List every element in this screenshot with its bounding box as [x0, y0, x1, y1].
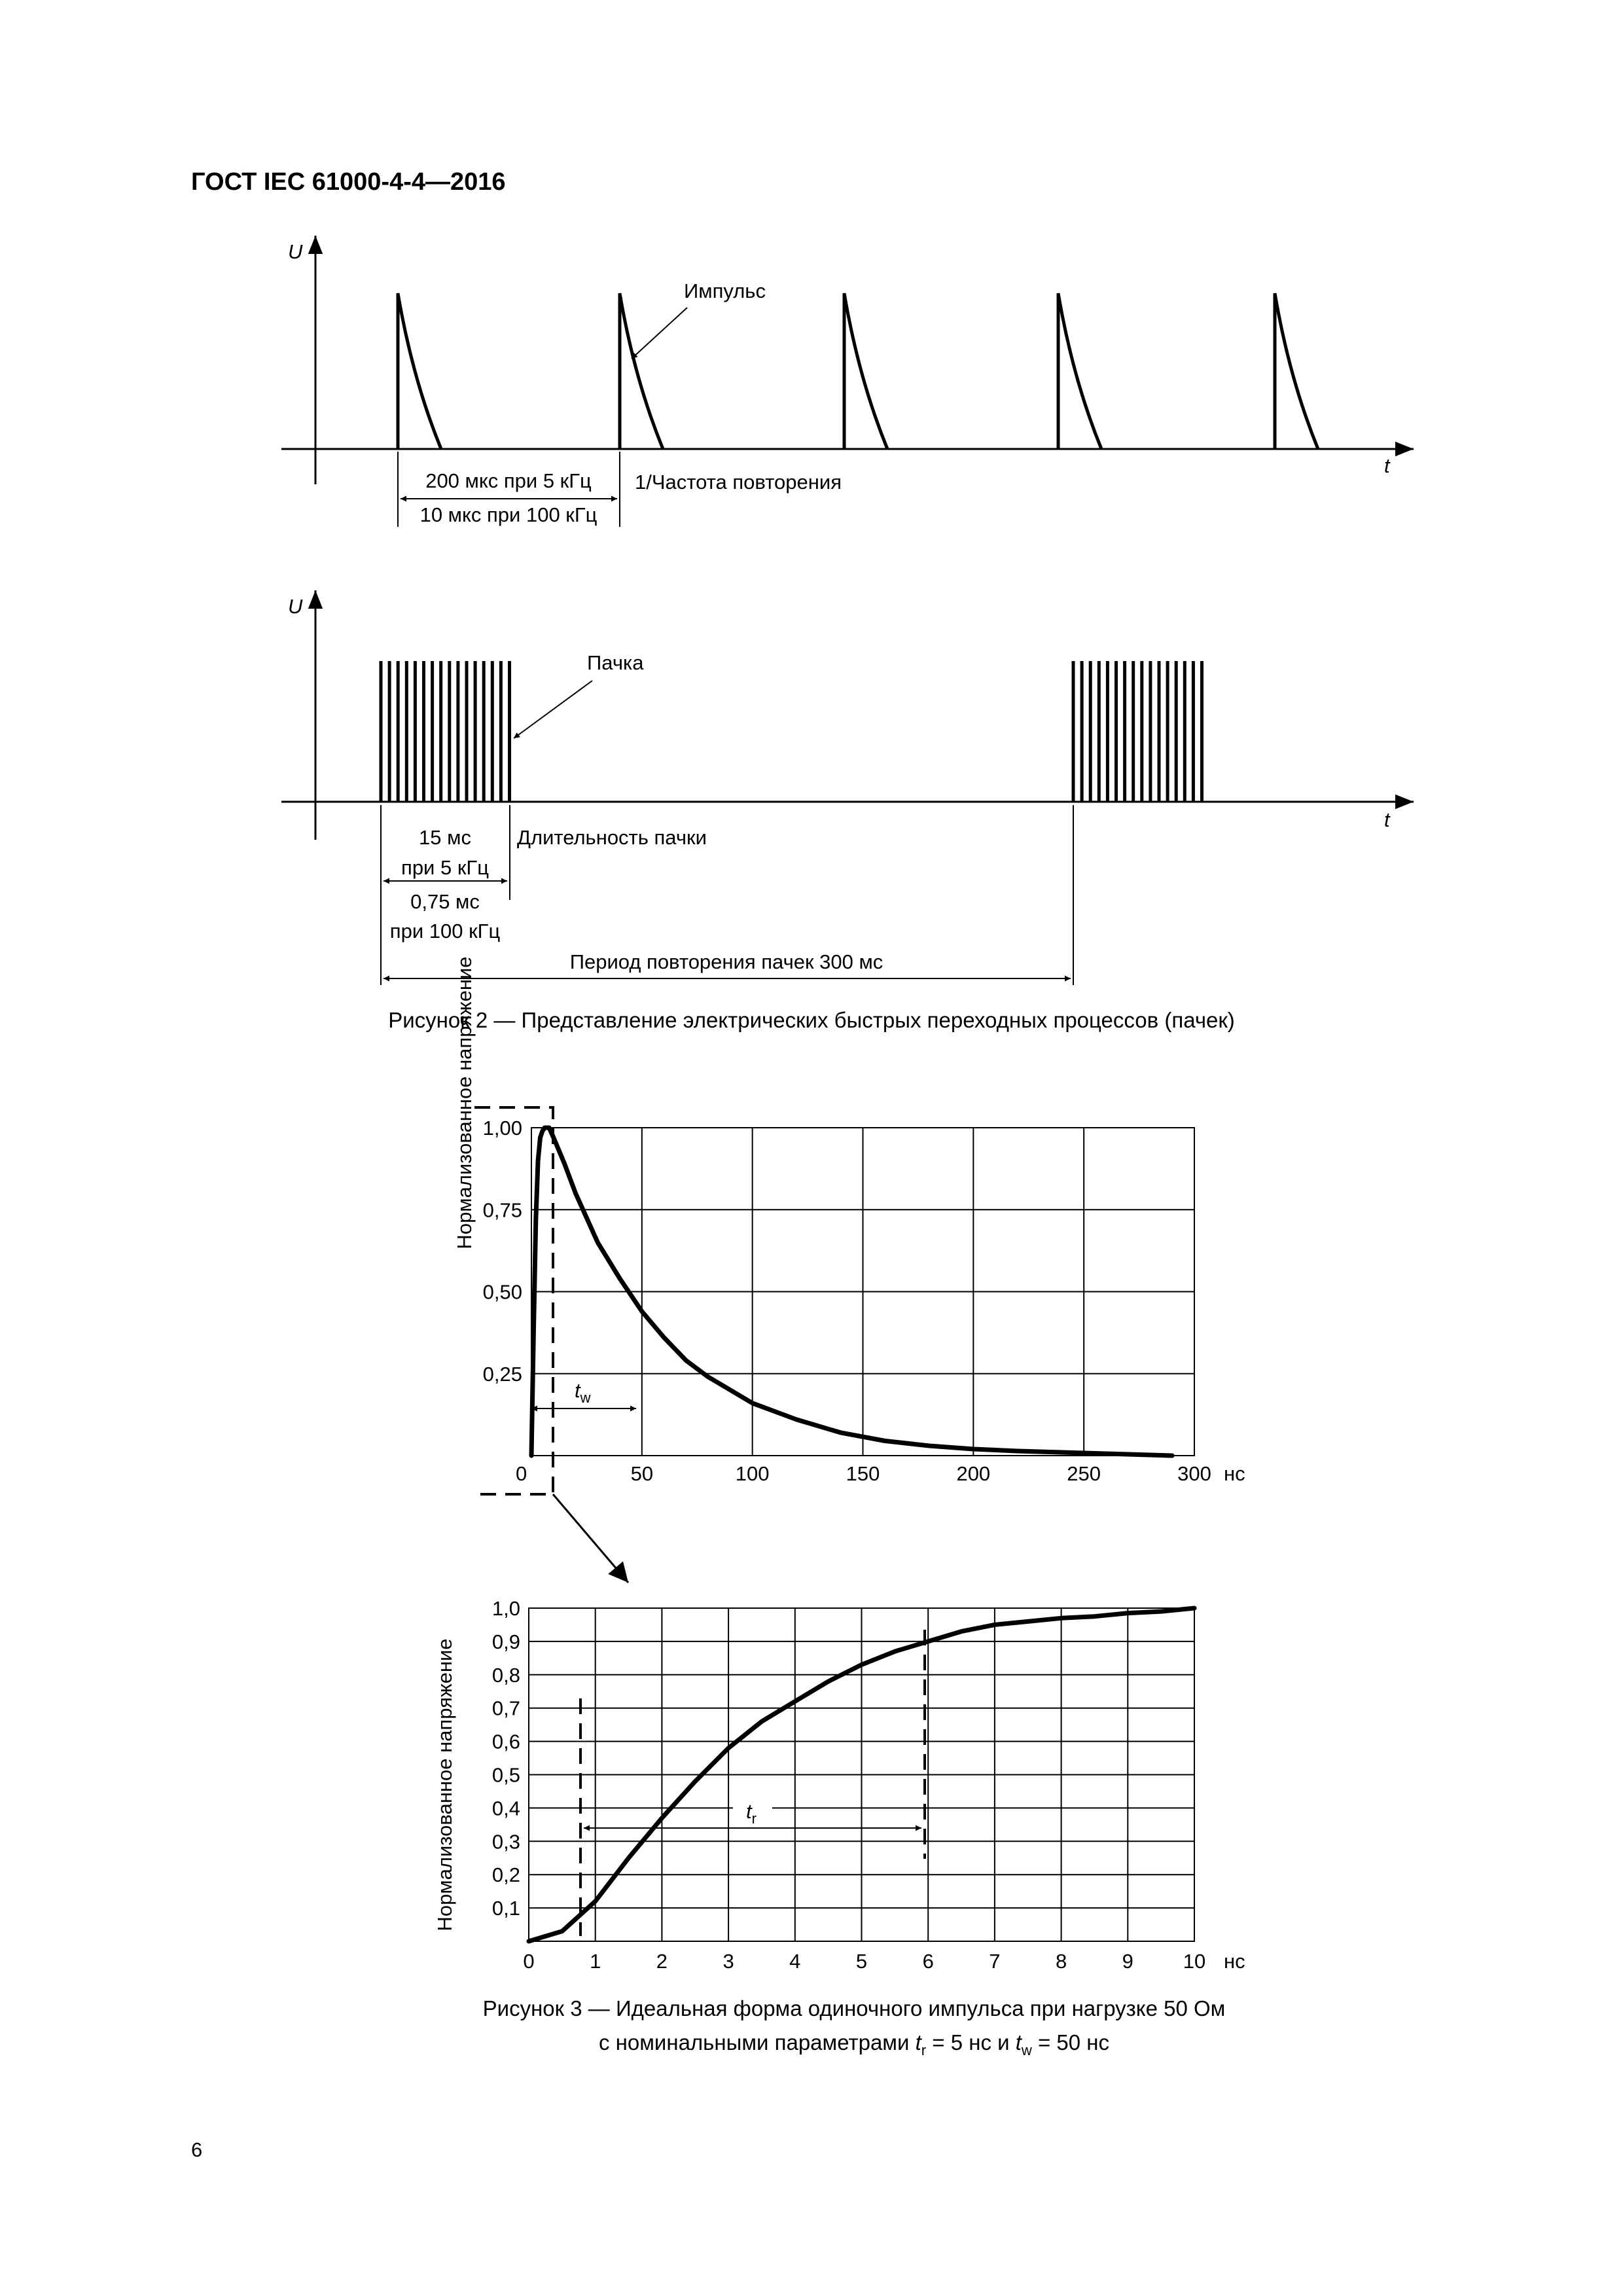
chart2-y-tick-label: 0,6: [491, 1730, 520, 1753]
chart1-y-tick-label: 1,00: [482, 1117, 522, 1139]
chart1-x-tick-label: 100: [735, 1462, 770, 1485]
chart2-x-tick-label: 2: [656, 1950, 668, 1973]
figure3-caption-line1: Рисунок 3 — Идеальная форма одиночного импульса при нагрузке 50 Ом: [482, 1996, 1226, 2020]
pulse-label: Импульс: [684, 279, 766, 302]
period-100khz-label: 10 мкс при 100 кГц: [419, 503, 597, 526]
repetition-label: 1/Частота повторения: [635, 471, 842, 493]
top-x-label: t: [1384, 454, 1390, 477]
chart2-x-tick-label: 10: [1183, 1950, 1206, 1973]
pulse-2: [620, 293, 663, 449]
burst-period-label: Период повторения пачек 300 мс: [569, 950, 883, 973]
chart2-x-tick-label: 3: [722, 1950, 734, 1973]
figure3-chart-zoom: [433, 1597, 1245, 1973]
burst-2: [1073, 661, 1202, 802]
chart2-x-tick-label: 1: [590, 1950, 601, 1973]
chart2-x-tick-label: 7: [989, 1950, 1001, 1973]
duration-100khz-line1: 0,75 мс: [410, 890, 480, 913]
chart2-x-tick-label: 9: [1122, 1950, 1133, 1973]
figure2-caption: Рисунок 2 — Представление электрических быстрых переходных процессов (пачек): [388, 1008, 1235, 1032]
burst-1: [381, 661, 510, 802]
duration-100khz-line2: при 100 кГц: [389, 920, 501, 942]
figure2-top-diagram: [281, 236, 1414, 527]
chart2-y-tick-label: 0,2: [491, 1863, 520, 1887]
chart1-x-ticks: [631, 1462, 1211, 1485]
chart2-x-ticks: [523, 1950, 1205, 1973]
zoom-arrow: [553, 1494, 628, 1583]
tr-label: $t_r$: [746, 1800, 757, 1827]
figure3-caption-line2: с номинальными параметрами $t_r = 5$ нс и $t_w = 50$ нс: [598, 2030, 1110, 2058]
tw-label: $t_w$: [575, 1379, 591, 1406]
burst-duration-label: Длительность пачки: [517, 826, 707, 849]
chart2-y-tick-label: 0,5: [491, 1763, 520, 1787]
chart1-x-unit: нс: [1224, 1462, 1245, 1485]
chart2-x-tick-label: 4: [789, 1950, 801, 1973]
chart1-x-tick-label: 200: [956, 1462, 991, 1485]
chart2-x-tick-label: 8: [1055, 1950, 1067, 1973]
chart1-x-tick-label: 150: [846, 1462, 880, 1485]
chart2-y-ticks: [492, 1597, 520, 1920]
chart1-origin-label: 0: [516, 1462, 527, 1485]
chart1-y-tick-label: 0,50: [482, 1280, 522, 1304]
pulse-3: [844, 293, 887, 449]
pulse-train: [398, 293, 1318, 449]
pulse-4: [1058, 293, 1101, 449]
period-5khz-label: 200 мкс при 5 кГц: [425, 469, 592, 492]
chart2-y-tick-label: 0,8: [491, 1663, 520, 1687]
chart2-x-tick-label: 6: [922, 1950, 934, 1973]
chart2-y-axis-label: Нормализованное напряжение: [433, 1638, 456, 1931]
chart2-x-tick-label: 5: [855, 1950, 868, 1973]
chart1-y-axis-label: Нормализованное напряжение: [453, 956, 476, 1249]
pulse-1: [398, 293, 441, 449]
chart2-y-tick-label: 0,9: [491, 1630, 520, 1653]
figure3-chart-full: [453, 956, 1245, 1583]
burst-leader-arrow: [514, 681, 592, 738]
document-header: ГОСТ IEC 61000-4-4—2016: [191, 168, 506, 196]
chart2-x-unit: нс: [1224, 1950, 1245, 1973]
burst-label: Пачка: [587, 651, 644, 674]
chart1-y-tick-label: 0,25: [482, 1362, 522, 1386]
chart1-y-ticks: [483, 1117, 522, 1386]
chart2-y-tick-label: 1,0: [491, 1597, 520, 1620]
chart2-y-tick-label: 0,1: [491, 1897, 520, 1920]
duration-5khz-line1: 15 мс: [419, 826, 471, 849]
chart2-y-tick-label: 0,3: [491, 1830, 520, 1854]
pulse-5: [1275, 293, 1318, 449]
top-y-label: U: [288, 240, 303, 263]
chart2-y-tick-label: 0,7: [491, 1696, 520, 1720]
figure2-bottom-diagram: [281, 590, 1414, 985]
bottom-y-label: U: [288, 595, 303, 618]
page-number: 6: [191, 2138, 203, 2161]
chart1-x-tick-label: 300: [1177, 1462, 1211, 1485]
chart2-y-tick-label: 0,4: [491, 1797, 520, 1820]
chart2-grid: [529, 1608, 1194, 1941]
duration-5khz-line2: при 5 кГц: [401, 856, 489, 879]
chart1-x-tick-label: 50: [630, 1462, 654, 1485]
chart2-x-tick-label: 0: [523, 1950, 535, 1973]
bottom-x-label: t: [1384, 808, 1390, 831]
pulse-leader-arrow: [632, 308, 687, 359]
chart1-x-tick-label: 250: [1067, 1462, 1101, 1485]
chart1-y-tick-label: 0,75: [482, 1198, 522, 1222]
